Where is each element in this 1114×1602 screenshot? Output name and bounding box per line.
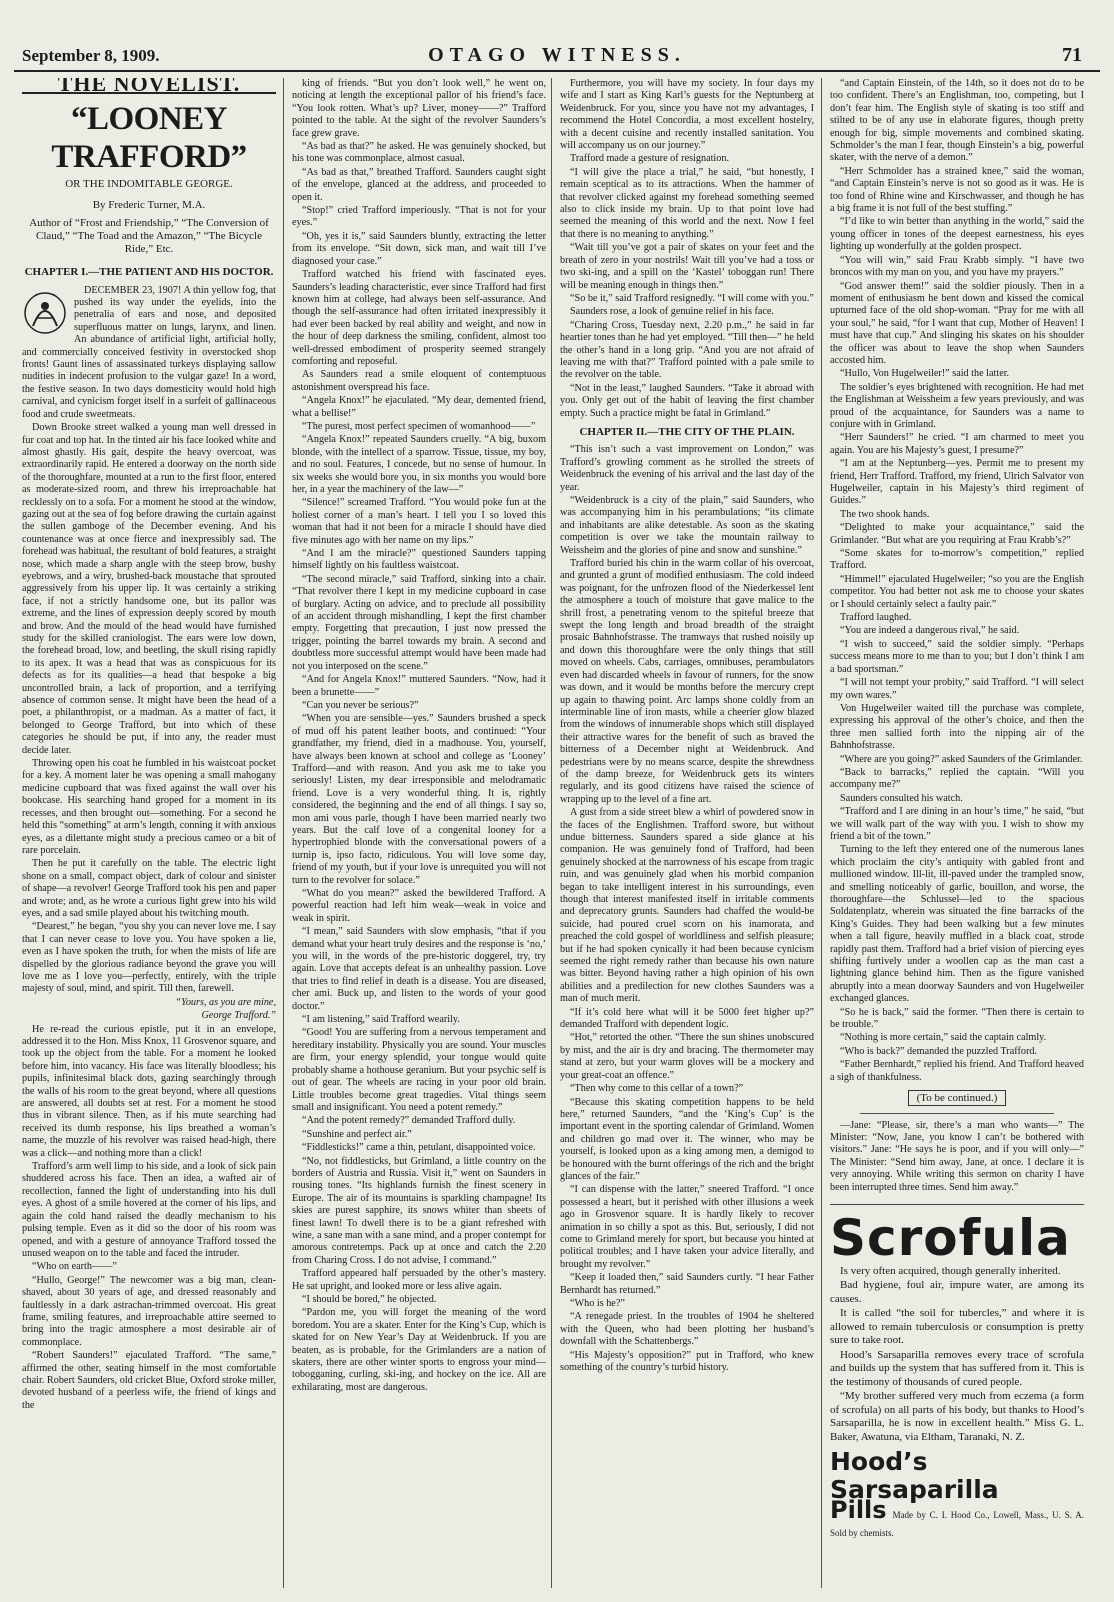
paragraph: Trafford made a gesture of resignation.: [570, 153, 729, 165]
paragraph: “And I am the miracle?” questioned Saunders tapping himself lightly on his faultless waistcoat.: [292, 548, 546, 572]
paragraph: “So he is back,” said the former. “Then there is certain to be trouble.”: [830, 1006, 1084, 1031]
paragraph: “Dearest,” he began, “you shy you can never love me. I say that I can never cease to love you. You have spoken a lie, even as I have spoken the truth, for when the mists of life are dispelled by the glorious radiance beyond the grave you will love me as I love you—perfectly, entirely, with the triple majesty of soul, mind, and spirit. Till then, farewell.: [22, 921, 276, 995]
paragraph: “Silence!” screamed Trafford. “You would poke fun at the holiest corner of a man’s heart. I tell you I so loved this woman that had it not been for a miracle I should have died five minutes ago with her name on my lips.”: [292, 497, 546, 546]
paragraph: “What do you mean?” asked the bewildered Trafford. A powerful reaction had left him weak—weak in voice and weak in spirit.: [292, 888, 546, 924]
paragraph: Down Brooke street walked a young man well dressed in fur coat and top hat. In the tinted air his face looked white and almost ghastly. His gait, despite the heavy overcoat, was extraordinarily rapid. He entered a doorway on the north side of the thoroughfare, mounted at a run to the first floor, entered as moderate-sized room, and threw his irreproachable hat recklessly on to a sofa. For a moment he stood at the window, gazing out at the sea of fog before drawing the curtain against the sullen gamboge of the December evening. And his countenance was at once fierce and inexpressibly sad. The forehead was habitual, the resultant of bold features, a straight nose, which made a sharp angle with the steep brow, bushy eyebrows, and a wiry, brushed-back moustache that sprouted aggressively from his upper lip. It was certainly a striking face, if not a strictly handsome one, but its pallor was extreme, and the lines of expression deeply scored by mouth and brow. And the mould of the head would have furnished study for the skilled craniologist. The ears were low down, the forehead broad, low, and beetling, the skull rising rapidly to its apex. It was a head that was as conspicuous for its defects as for its qualities—a head that bespoke a big uncontrolled brain, a lack of proportion, and a terrifying absence of common sense. It might have been the head of a poet, a philanthropist, or a madman. As a matter of fact, it belonged to George Trafford, but into which of these categories he should be put, if into any, the reader must decide later.: [22, 422, 276, 756]
paragraph: Saunders rose, a look of genuine relief in his face.: [570, 306, 774, 318]
paragraph: “Herr Schmolder has a strained knee,” said the woman, “and Captain Einstein’s nerve is not so good as it was. He is too fond of Rhine wine and Kirschwasser, and though he has a big frame it is not full of the best stuffing.”: [830, 165, 1084, 215]
paragraph: The soldier’s eyes brightened with recognition. He had met the Englishman at Weissheim a few years previously, and was proud of the acquaintance, for Saunders was a name to conjure with in Grimland.: [830, 381, 1084, 430]
paragraph: “Because this skating competition happens to be held here,” returned Saunders, “and the ‘King’s Cup’ is the important event in the sporting calendar of Grimland. Women and children go mad over it. The winner, who may be yourself, is looked upon as a king among men, a demigod to be honoured with the burnt offerings of the rich and the bright glances of the fair.”: [560, 1096, 814, 1182]
advert-text: Bad hygiene, foul air, impure water, are among its causes.: [830, 1279, 1084, 1305]
paragraph: “Robert Saunders!” ejaculated Trafford. “The same,” affirmed the other, seating himself in the most comfortable chair. Robert Saunders, old cricket Blue, Oxford stroke miller, devoted husband of a peerless wife, the friend of kings and the: [22, 1350, 276, 1411]
paper-name: OTAGO WITNESS.: [428, 44, 686, 66]
paragraph: “Then why come to this cellar of a town?”: [570, 1083, 744, 1095]
paragraph: Trafford appeared half persuaded by the other’s mastery. He sat upright, and looked more or less alive again.: [292, 1268, 546, 1292]
paragraph: “Back to barracks,” replied the captain. “Will you accompany me?”: [830, 766, 1084, 791]
paragraph: “I mean,” said Saunders with slow emphasis, “that if you demand what your heart truly desires and the response is ‘no,’ you will, in the words of the pre-historic doggerel, try, try again. Love that accepts defeat is an unhealthy passion. Love that tries to find relief in death is a disease. You are diseased, cher ami. Buck up, and listen to the words of your good doctor.”: [292, 926, 546, 1012]
continued-label: (To be continued.): [908, 1090, 1007, 1106]
paragraph: Turning to the left they entered one of the numerous lanes which proclaim the city’s antiquity with gabled front and mullioned window. Ill-lit, ill-paved under the trampled snow, and smelling noticeably of garlic, bouillon, and worse, the thoroughfare—the Schlussel—led to the spacious Soldatenplatz, wherein was situated the fine barracks of the King’s Guides. They had been walking but a few minutes when a tall figure, heavily muffled in a black coat, strode rapidly past them. Trafford had a brief vision of piercing eyes shifting furtively under a woollen cap as the man cast a lightning glance behind him. Then as the figure vanished abruptly into a mean doorway Saunders and von Hugelweiler exchanged glances.: [830, 844, 1084, 1005]
paragraph: “No, not fiddlesticks, but Grimland, a little country on the borders of Austria and Russia. Visit it,” went on Saunders in rousing tones. “Its highlands furnish the finest scenery in Europe. The air of its mountains is sparkling champagne! Its skies are purest sapphire, its snows whiter than sheets of finest lawn! To dwell there is to be a giant refreshed with wine, a sane man with a sane mind, and a proper contempt for amorous contretemps. Pack up at once and catch the 2.20 from Charing Cross. I do not advise, I command.”: [292, 1155, 546, 1266]
story-title: “LOONEY TRAFFORD”: [51, 101, 247, 176]
column-divider: [551, 78, 552, 1588]
issue-date: September 8, 1909.: [22, 46, 160, 65]
author-works: Author of “Frost and Friendship,” “The Conversion of Claud,” “The Toad and the Amazon,” “The Bicycle Ride,” Etc.: [29, 217, 269, 256]
column-1-text: [22, 285, 276, 1413]
paragraph: “The second miracle,” said Trafford, sinking into a chair. “That revolver there I kept in my medicine cupboard in case of burglary. Acting on advice, and to preclude all possibility of an accident through mishandling, I kept the first chamber empty. Forgetting that precaution, I just now pressed the trigger, pointing the barrel towards my brain. A second and doubtless more successful attempt would have been made had not you interposed on the scene.”: [292, 573, 546, 672]
paragraph: Then he put it carefully on the table. The electric light shone on a small, compact object, dark of colour and sinister of shape—a revolver! George Trafford took his pen and paper and wrote; and, as he wrote a curious light grew into his wild eyes, and a sad smile played about his twitching mouth.: [22, 858, 276, 919]
paragraph: “God answer them!” said the soldier piously. Then in a moment of enthusiasm he bent down and kissed the comical upturned face of the old shop-woman. “Pray for me with all your soul,” he said, “for I want that cup, Mother of Heaven! I must have that cup.” And slinging his skates on his shoulder the officer was about to leave the shop when Saunders accosted him.: [830, 280, 1084, 366]
paragraph: “Delighted to make your acquaintance,” said the Grimlander. “But what are you requiring at Frau Krabb’s?”: [830, 522, 1084, 546]
chapter-heading: CHAPTER II.—THE CITY OF THE PLAIN.: [579, 425, 795, 438]
paragraph: DECEMBER 23, 1907! A thin yellow fog, that pushed its way under the eyelids, into the penetralia of ears and nose, and deposited superfluous matter on lungs, larynx, and linen. An abundance of artificial light, artificial holly, and commercially conceived festivity in overstocked shop fronts! Gaunt lines of assassinated turkeys displaying sallow nudities in indecent profusion to the vulgar gaze! In a word, the festive season. In two days domesticity would hold high carnival, and cynicism forget itself in a surfeit of gallinaceous food and crude sweetmeats.: [22, 284, 276, 420]
paragraph: “Stop!” cried Trafford imperiously. “That is not for your eyes.”: [292, 205, 546, 229]
paragraph: “And for Angela Knox!” muttered Saunders. “Now, had it been a brunette——”: [292, 674, 546, 698]
paragraph: Trafford buried his chin in the warm collar of his overcoat, and grunted a grunt of modified enthusiasm. The cold indeed was poignant, for the unfrozen flood of the Niederkessel lent the atmosphere a touch of moisture that gave malice to the shrill frost, a penetrating venom to the spiteful breeze that swept the long length and broad breadth of the straight prosaic Bahnhofstrasse. The tramways that rushed noisily up and down this thoroughfare were the only things that still moved on wheels. Cabs, carriages, omnibuses, perambulators even had discarded wheels in favour of runners, for the snow was down, and it would be months before the mercury crept up again to thawing point. Arc lamps shone coldly from an interminable line of iron masts, while a cheerier glow blazed from the windows of innumerable shops which still displayed their attractive wares for the benefit of such as braved the bitterness of a December night at Weidenbruck. And pedestrians were by no means scarce, despite the shrewdness of the damp breeze, for Weidenbruck gets its winters regularly, and its good citizens have raised the science of wrapping up to the level of a fine art.: [560, 558, 814, 805]
paragraph: “I should be bored,” he objected.: [302, 1294, 437, 1305]
continued-notice: [830, 1092, 1084, 1104]
paragraph: “This isn’t such a vast improvement on London,” was Trafford’s growling comment as he strolled the streets of Weidenbruck the evening of his arrival and the last day of the year.: [560, 444, 814, 493]
divider: [860, 1113, 1054, 1114]
column-1: [22, 78, 276, 1588]
paragraph: “Weidenbruck is a city of the plain,” said Saunders, who was accompanying him in his perambulations; “its climate and inhabitants are alike detestable. As soon as the skating competition is over we take the mountain railway to Weissheim and the glories of pine and snow and sunshine.”: [560, 495, 814, 556]
paragraph: “I am at the Neptunberg—yes. Permit me to present my friend, Herr Trafford. Trafford, my friend, Ulrich Salvator von Hugelweiler, captain in his Majesty’s third regiment of Guides.”: [830, 458, 1084, 507]
paragraph: “Charing Cross, Tuesday next, 2.20 p.m.,” he said in far heartier tones than he had yet employed. “Till then—” he held the other’s hand in a long grip. “And you are not afraid of leaving me with that?” Trafford pointed with a pale smile to the revolver on the table.: [560, 319, 814, 381]
paragraph: “Where are you going?” asked Saunders of the Grimlander.: [840, 753, 1083, 765]
paragraph: Trafford’s arm well limp to his side, and a look of sick pain shuddered across his face. Then an idea, a wafted air of recollection, fanned the light of understanding into his dull eyes. A ghost of a smile hovered at the corner of his lips, and again the cold hand raised the deadly mechanism to his pulsing temple. Even as it did so the door of his room was opened, and with a gesture of annoyance Trafford tossed the unused weapon on to the table and faced the intruder.: [22, 1161, 276, 1259]
paragraph: The two shook hands.: [840, 508, 930, 520]
paragraph: “I am listening,” said Trafford wearily.: [302, 1014, 460, 1026]
paragraph: “I will not tempt your probity,” said Trafford. “I will select my own wares.”: [830, 677, 1084, 701]
joke-item: —Jane: “Please, sir, there’s a man who wants—” The Minister: “Now, Jane, you know I can’t be bothered with visitors.” Jane: “He says he is poor, and if you will only—” The Minister: “Send him away, Jane, at once. I declare it is very annoying. While writing this sermon on charity I have been interrupted three times. Send him away.”: [830, 1119, 1084, 1193]
paragraph: Saunders consulted his watch.: [840, 792, 963, 804]
column-divider: [283, 78, 284, 1588]
paragraph: “As bad as that,” breathed Trafford. Saunders caught sight of the envelope, glanced at the address, and proceeded to open it.: [292, 166, 546, 203]
paragraph: “Pardon me, you will forget the meaning of the word boredom. You are a skater. Enter for the King’s Cup, which is skated for on New Year’s Day at Weidenbruck. If you are beaten, as is probable, for the Grimlanders are a nation of skaters, there are other winter sports to engross your mind—tobogganing, curling, ski-ing, and hockey on the ice. All are exhilarating, most are dangerous.: [292, 1307, 546, 1393]
paragraph: “Sunshine and perfect air.”: [302, 1128, 412, 1140]
paragraph: Trafford laughed.: [840, 612, 912, 624]
paragraph: “Oh, yes it is,” said Saunders bluntly, extracting the letter from its envelope. “Sit down, sick man, and wait till I’ve diagnosed your case.”: [292, 230, 546, 267]
paragraph: “Hot,” retorted the other. “There the sun shines unobscured by mist, and the air is dry and bracing. The thermometer may stand at zero, but your warm gloves will be a mockery and your great-coat an offence.”: [560, 1032, 814, 1081]
paragraph: “Hullo, Von Hugelweiler!” said the latter.: [840, 368, 1010, 380]
column-2: [292, 78, 546, 1588]
decorative-initial-illustration: [22, 287, 68, 339]
pills-label: Pills: [830, 1496, 887, 1525]
paragraph: “Angela Knox!” repeated Saunders cruelly. “A big, buxom blonde, with the intellect of a sparrow. Tissue, tissue, my boy, and no soul. Features, I concede, but no sense of humour. In six weeks she would bore you, in six months you would bore her, in a year the machinery of the law—”: [292, 434, 546, 495]
paragraph: “Herr Saunders!” he cried. “I am charmed to meet you again. You are his Majesty’s guest, I presume?”: [830, 432, 1084, 456]
paragraph: “Fiddlesticks!” came a thin, petulant, disappointed voice.: [302, 1142, 536, 1154]
paragraph: As Saunders read a smile eloquent of contemptuous astonishment overspread his face.: [292, 369, 546, 393]
paragraph: “A renegade priest. In the troubles of 1904 he sheltered with the Queen, who had been plotting her husband’s downfall with the Schattenbergs.”: [560, 1311, 814, 1348]
paragraph: “Trafford and I are dining in an hour’s time,” he said, “but we will walk part of the way with you. I wish to show my friend a bit of the town.”: [830, 806, 1084, 842]
paragraph: He re-read the curious epistle, put it in an envelope, addressed it to the Hon. Miss Knox, 11 Grosvenor square, and took up the object from the table. For a moment he looked before him, into vacancy. His face was literally bloodless; his pupils, infinitesimal black dots, gazing searchingly through the walls of his room to the great beyond, where all questions are answered, all doubts set at rest. For a moment he stood thus in vibrant silence. Then, as if his mute searching had received its dumb response, his lips breathed a woman’s name, the muzzle of his revolver was raised head-high, there was a click—and nothing more than a click!: [22, 1023, 276, 1159]
advert-brand: Hood’s Sarsaparilla: [830, 1447, 999, 1505]
advert-title: Scrofula: [830, 1208, 1071, 1267]
masthead: [0, 0, 1114, 66]
advert-text: Is very often acquired, though generally inherited.: [840, 1264, 1061, 1277]
paragraph: “Can you never be serious?”: [302, 699, 419, 711]
paragraph: “Himmel!” ejaculated Hugelweiler; “so you are the English competitor. You had better not ask me to choose your skates or I should certainly select a faulty pair.”: [830, 573, 1084, 610]
story-subtitle: OR THE INDOMITABLE GEORGE.: [65, 178, 233, 191]
paragraph: Furthermore, you will have my society. In four days my wife and I start as King Karl’s guests for the Neptunberg at Weidenbruck. For you, since you have not my advantages, I recommend the Hotel Concordia, a most excellent hostelry, with a decent cuisine and recently installed sanitation. You will accompany us on our journey.”: [560, 78, 814, 152]
paragraph: “Some skates for to-morrow’s competition,” replied Trafford.: [830, 548, 1084, 572]
paragraph: “When you are sensible—yes.” Saunders brushed a speck of mud off his patent leather boots, and continued: “Your grandfather, my friend, died in a madhouse. You, yourself, have always been known at school and college as ‘Looney’ Trafford—and with reason. And you ask me to take you seriously! Listen, my dear irresponsible and melodramatic friend. Love is a very wonderful thing. It is, rightly considered, the beginning and the end of all things. I say so, mon ami vous parle, though I have been married nearly two years. But the calf love of a congenital looney for a hypertrophied blonde with the conversational powers of a turnip is, ipso facto, ridiculous. You will love some day, friend of my youth, but if your love is unrequited you will not turn to the revolver for solace.”: [292, 713, 546, 886]
paragraph: Throwing open his coat he fumbled in his waistcoat pocket for a key. A moment later he was opening a small mahogany medicine cupboard that was fixed against the wall over his bookcase. His searching hand groped for a moment in its recesses, and then brought out—something. For a second he held this “something” at arm’s length, conning it with anxious eyes, as a dilettante might study a precious cameo or a bit of rare porcelain.: [22, 758, 276, 856]
paragraph: “Not in the least,” laughed Saunders. “Take it abroad with you. Only get out of the habit of leaving the first chamber empty. Such a practice might be fatal in Grimland.”: [560, 382, 814, 419]
paragraph: “Hullo, George!” The newcomer was a big man, clean-shaved, about 30 years of age, and dressed reasonably and faultlessly in a dark astrachan-trimmed overcoat. His great frame, smiling features, and irreproachable attire seemed to bring into the tragic atmosphere a most desirable air of commonplace.: [22, 1274, 276, 1348]
paragraph: “Nothing is more certain,” said the captain calmly.: [840, 1032, 1047, 1044]
advert-maker: Made by C. I. Hood Co., Lowell, Mass., U. S. A. Sold by chemists.: [830, 1510, 1084, 1538]
paragraph: “And the potent remedy?” demanded Trafford dully.: [302, 1115, 516, 1127]
paragraph: “His Majesty’s opposition?” put in Trafford, who knew something of the country’s turbid history.: [560, 1349, 814, 1374]
paragraph: Trafford watched his friend with fascinated eyes. Saunders’s leading characteristic, ever since Trafford had first known him at college, had always been self-assurance. And though the self-assurance had often irritated inexpressibly it had ever been backed by real ability and weight, and now in the hour of deep darkness the smiling, confident, almost too well-dressed embodiment of prosperity seemed strangely comforting and reposeful.: [292, 269, 546, 367]
letter-signoff: “Yours, as you are mine,: [175, 996, 276, 1008]
paragraph: “Who is back?” demanded the puzzled Trafford.: [840, 1045, 1037, 1057]
paragraph: “Wait till you’ve got a pair of skates on your feet and the breath of zero in your nostrils! Wait till you’ve had a toss or two ski-ing, and a spill on the ‘Kastel’ toboggan run! There will be meaning enough in things then.”: [560, 242, 814, 291]
paragraph: king of friends. “But you don’t look well,” he went on, noticing at length the exceptional pallor of his friend’s face. “You look rotten. What’s up? Liver, money——?” Trafford pointed to the table. At the sight of the revolver Saunders’s face grew grave.: [292, 78, 546, 139]
paragraph: “Keep it loaded then,” said Saunders curtly. “I hear Father Bernhardt has returned.”: [560, 1272, 814, 1296]
advert-testimonial: “My brother suffered very much from eczema (a form of scrofula) on all parts of his body, but thanks to Hood’s Sarsaparilla, he is now in excellent health.” Miss G. L. Baker, Awatuna, via Eltham, Taranaki, N. Z.: [830, 1390, 1084, 1443]
paragraph: A gust from a side street blew a whirl of powdered snow in the faces of the Englishmen. Trafford swore, but without undue bitterness. Saunders spared a side glance at his companion. He was genuinely fond of Trafford, had been genuinely shocked at the narrowness of his escape from tragic ruin, and was genuinely glad when his morbid companion began to take intelligent interest in his surroundings, even though that interest manifested itself in irritable comments and deprecatory grunts. Saunders had chaffed the would-be suicide, had poured cruel scorn on his inamorata, and preached the cold gospel of worldliness and selfish pleasure; but if he had spoken cynically it had been because cynicism seemed the right remedy rather than because his own nature was bitter. Beyond having rather a high opinion of his own abilities and a predilection for new clothes Saunders was a man of much merit.: [560, 807, 814, 1005]
advert-pills: [830, 1496, 1084, 1539]
section-title: THE NOVELIST.: [22, 78, 276, 94]
column-divider: [821, 78, 822, 1588]
paragraph: Von Hugelweiler waited till the purchase was complete, expressing his approval of the other’s choice, and then the three men sallied forth into the nipping air of the Bahnhofstrasse.: [830, 702, 1084, 752]
paragraph: “The purest, most perfect specimen of womanhood——”: [302, 420, 536, 432]
ornament-icon: [23, 288, 67, 338]
advert-text: It is called “the soil for tubercles,” and where it is allowed to remain tuberculosis or consumption is pretty sure to take root.: [830, 1307, 1084, 1347]
paragraph: “You are indeed a dangerous rival,” he said.: [840, 625, 1020, 637]
paragraph: “Father Bernhardt,” replied his friend. And Trafford heaved a sigh of thankfulness.: [830, 1059, 1084, 1083]
paragraph: “Who is he?”: [570, 1298, 625, 1309]
paragraph: “and Captain Einstein, of the 14th, so it does not do to be too confident. There’s an Englishman, too, competing, but I don’t fear him. The English style of skating is too stiff and stilted to be of any use in elaborate figures, though pretty enough for big, simple movements and combined skating. Schmolder’s the man I fear, though Einstein’s a big, powerful skater, with the nerve of a demon.”: [830, 78, 1084, 164]
paragraph: “I will give the place a trial,” he said, “but honestly, I remain sceptical as to its attractions. When the hammer of that revolver clicked against my forehead something seemed also to click inside my brain. Up to that point love had seemed the meaning of this world and the next. Now I feel that there is no meaning to anything.”: [560, 166, 814, 240]
masthead-rule: [14, 70, 1100, 72]
story-byline: By Frederic Turner, M.A.: [92, 198, 206, 211]
paragraph: “Who on earth——”: [32, 1261, 117, 1273]
paragraph: “I can dispense with the latter,” sneered Trafford. “I once possessed a heart, but it perished with other illusions a week ago in Grosvenor square. It is hardly likely to recover animation in so chilly a spot as this. But, seriously, I did not come to Grimland merely for sport, but because you hinted at political troubles; and I have taken your advice literally, and brought my revolver.”: [560, 1184, 814, 1270]
advert-text: Hood’s Sarsaparilla removes every trace of scrofula and builds up the system that has suffered from it. This is the testimony of thousands of cured people.: [830, 1348, 1084, 1388]
paragraph: “I wish to succeed,” said the soldier simply. “Perhaps success means more to me than to you; but I don’t think I am a bad sportsman.”: [830, 638, 1084, 675]
column-4: [830, 78, 1084, 1588]
paragraph: “So be it,” said Trafford resignedly. “I will come with you.”: [570, 292, 814, 304]
paragraph: “I’d like to win better than anything in the world,” said the young officer in tones of the deepest earnestness, his eyes lighting up wonderfully at the golden prospect.: [830, 216, 1084, 253]
column-3: [560, 78, 814, 1588]
paragraph: “Good! You are suffering from a nervous temperament and hereditary instability. Physically you are sound. Your muscles are firm, your energy splendid, your tongue would quite probably shame a hothouse geranium. But your psychic self is out of gear. The wheels are racing in your poor old brain. Little troubles become great tragedies. Vital things seem small and insignificant. You need a potent remedy.”: [292, 1027, 546, 1113]
paragraph: “If it’s cold here what will it be 5000 feet higher up?” demanded Trafford with dependent logic.: [560, 1006, 814, 1031]
paragraph: “As bad as that?” he asked. He was genuinely shocked, but his tone was commonplace, almost casual.: [292, 141, 546, 165]
scrofula-advertisement: [830, 1204, 1084, 1539]
chapter-heading: CHAPTER I.—THE PATIENT AND HIS DOCTOR.: [24, 266, 274, 279]
letter-signature: George Trafford.”: [201, 1010, 276, 1022]
paragraph: “You will win,” said Frau Krabb simply. “I have two broncos with my man on you, and you have my prayers.”: [830, 254, 1084, 279]
page-number: 71: [1062, 44, 1082, 66]
paragraph: “Angela Knox!” he ejaculated. “My dear, demented friend, what a bellise!”: [292, 395, 546, 419]
